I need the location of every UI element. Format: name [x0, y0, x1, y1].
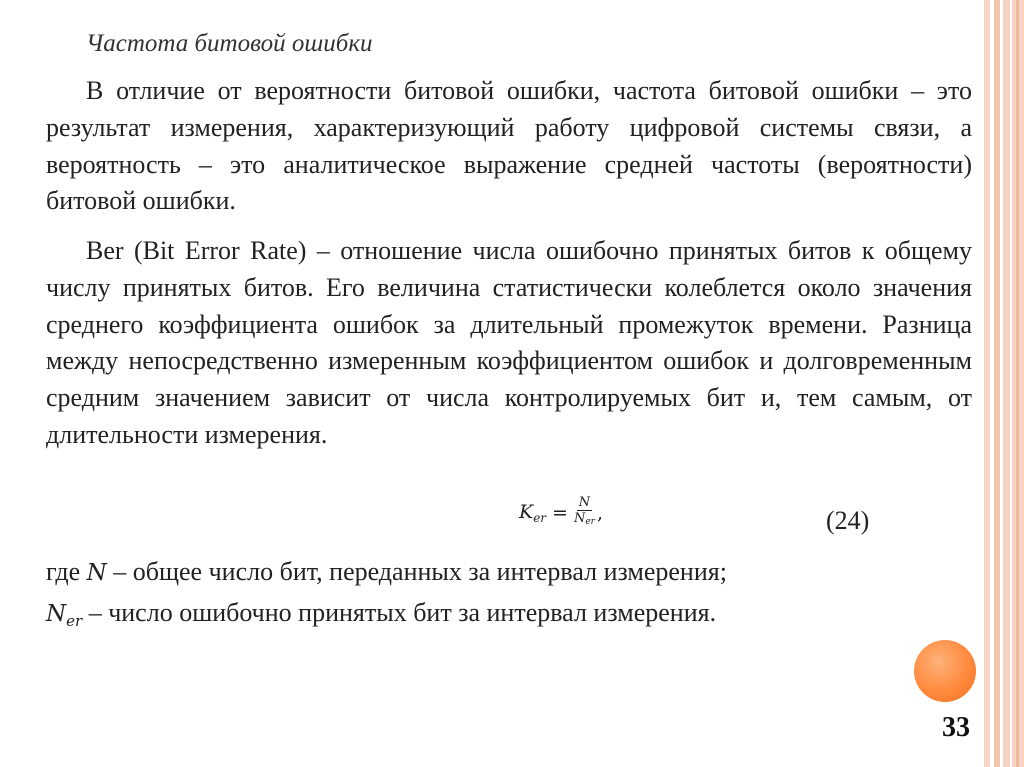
where-line-n-text: – общее число бит, переданных за интервал измерения; — [106, 557, 727, 586]
paragraph-definition: В отличие от вероятности битовой ошибки, частота битовой ошибки – это результат измерения, характеризующий работу цифровой системы связи, а вероятность – это аналитическое выражение средней частоты (вероятности) битовой ошибки. — [46, 76, 972, 216]
formula-numerator: N — [578, 495, 591, 510]
formula-denominator: Ner — [573, 511, 595, 527]
where-line-ner — [46, 598, 716, 630]
paragraph-ber: Ber (Bit Error Rate) – отношение числа ошибочно принятых битов к общему числу принятых битов. Его величина статистически колеблется около значения среднего коэффициента ошибок за длительный промежуток времени. Разница между непосредственно измеренным коэффициентом ошибок и долговременным средним значением зависит от числа контролируемых бит и, тем самым, от длительности измерения. — [46, 236, 972, 449]
var-ner: $N_{er}$ — [46, 601, 83, 630]
orange-circle-decoration — [914, 640, 976, 702]
var-n: N — [86, 560, 107, 586]
where-prefix: где — [46, 557, 87, 586]
formula-number: (24) — [826, 506, 870, 535]
slide-heading: Частота битовой ошибки — [86, 30, 373, 57]
formula-equals: = — [552, 501, 568, 524]
border-stripe — [1016, 0, 1019, 767]
where-line-n — [46, 557, 727, 587]
formula-comma: , — [596, 501, 604, 524]
formula-fraction — [574, 495, 595, 530]
border-stripe — [1003, 0, 1024, 767]
formula-lhs: $K_{er}$ — [519, 500, 547, 525]
border-stripe — [1010, 0, 1012, 767]
where-line-ner-text: – число ошибочно принятых бит за интервал измерения. — [82, 598, 717, 627]
page-number: 33 — [942, 712, 970, 743]
formula — [519, 495, 603, 530]
